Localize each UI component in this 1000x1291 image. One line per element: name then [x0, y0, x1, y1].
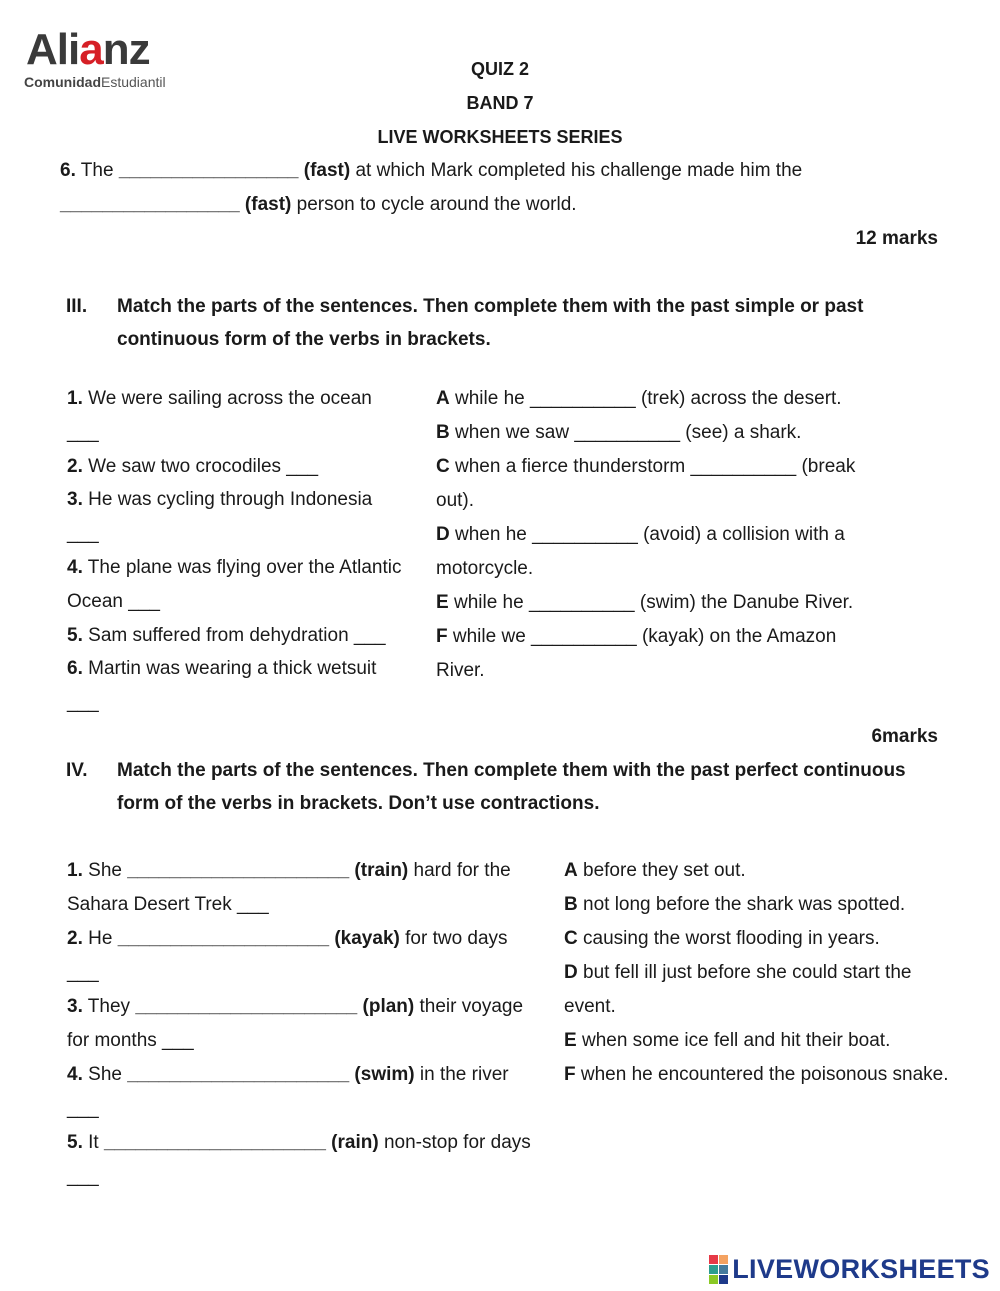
section-4-right-item: B not long before the shark was spotted. [564, 894, 906, 915]
quiz-title: QUIZ 2 [470, 59, 529, 79]
section-4-left-item: ___ [67, 1166, 99, 1187]
question-6-line1: 6. The _________________ (fast) at which Mark completed his challenge made him the [60, 160, 803, 181]
section-4-left-item: for months ___ [67, 1030, 194, 1051]
series-title: LIVE WORKSHEETS SERIES [377, 127, 623, 147]
section-3-right-item: D when he __________ (avoid) a collision with a [436, 524, 845, 545]
liveworksheets-block [719, 1255, 728, 1264]
section-4-instruction-2: form of the verbs in brackets. Don’t use contractions. [117, 793, 600, 814]
section-4-left-item: 1. She _____________________ (train) hard for the [67, 860, 511, 881]
marks-6: 6marks [871, 726, 938, 747]
section-4-right-item: C causing the worst flooding in years. [564, 928, 880, 949]
section-4-left-item: 5. It _____________________ (rain) non-stop for days [67, 1132, 531, 1153]
section-3-instruction-2: continuous form of the verbs in brackets. [117, 329, 491, 350]
liveworksheets-block [709, 1255, 718, 1264]
section-3-left-item: 2. We saw two crocodiles ___ [67, 455, 319, 477]
section-4-left-item: ___ [67, 1098, 99, 1119]
section-4-left-item: ___ [67, 962, 99, 983]
section-3-left-item: ___ [67, 523, 99, 545]
section-3-right-item: A while he __________ (trek) across the desert. [436, 388, 842, 409]
section-4-roman: IV. [66, 760, 88, 781]
section-4-left-item: 4. She _____________________ (swim) in the river [67, 1064, 509, 1085]
section-3-right-item: River. [436, 660, 485, 681]
liveworksheets-block [709, 1265, 718, 1274]
section-3-left-item: ___ [67, 421, 99, 443]
liveworksheets-block [709, 1275, 718, 1284]
section-3-left-item: 6. Martin was wearing a thick wetsuit [67, 658, 377, 680]
section-3-right-item: out). [436, 490, 475, 511]
band-title: BAND 7 [466, 93, 534, 113]
section-3-right-item: C when a fierce thunderstorm __________ (break [436, 456, 856, 477]
section-3-left-item: 1. We were sailing across the ocean [67, 388, 372, 409]
section-4-right-item: D but fell ill just before she could start the [564, 962, 912, 983]
section-3-roman: III. [66, 296, 88, 317]
section-3-right-item: F while we __________ (kayak) on the Amazon [436, 626, 837, 647]
section-4-left-item: 3. They _____________________ (plan) their voyage [67, 996, 524, 1017]
section-3-left-item: ___ [67, 692, 99, 714]
section-4-left-item: 2. He ____________________ (kayak) for two days [67, 928, 508, 949]
section-4-instruction-1: Match the parts of the sentences. Then complete them with the past perfect continuous [117, 760, 906, 781]
section-3-left-item: 3. He was cycling through Indonesia [67, 489, 373, 511]
section-4-right-item: E when some ice fell and hit their boat. [564, 1030, 891, 1051]
section-3-right-item: B when we saw __________ (see) a shark. [436, 422, 802, 443]
question-6-line2: _________________ (fast) person to cycle around the world. [60, 194, 577, 215]
logo-brand: Alianz [26, 25, 150, 74]
liveworksheets-blocks-icon [709, 1255, 728, 1284]
liveworksheets-block [719, 1275, 728, 1284]
section-4-right-item: F when he encountered the poisonous snake. [564, 1064, 949, 1085]
section-4-right-item: A before they set out. [564, 860, 746, 881]
section-3-right-item: E while he __________ (swim) the Danube River. [436, 592, 854, 613]
section-3-left-item: Ocean ___ [67, 590, 160, 612]
section-3-right-item: motorcycle. [436, 558, 534, 579]
section-3-left-item: 5. Sam suffered from dehydration ___ [67, 624, 386, 646]
liveworksheets-wordmark: LIVEWORKSHEETS [732, 1254, 990, 1284]
section-3-left-item: 4. The plane was flying over the Atlantic [67, 557, 402, 578]
liveworksheets-block [719, 1265, 728, 1274]
section-3-instruction-1: Match the parts of the sentences. Then complete them with the past simple or past [117, 296, 864, 317]
section-4-right-item: event. [564, 996, 616, 1017]
marks-12: 12 marks [855, 228, 938, 249]
section-4-left-item: Sahara Desert Trek ___ [67, 894, 269, 915]
logo-subtitle: ComunidadEstudiantil [24, 74, 166, 90]
liveworksheets-logo [709, 1254, 990, 1285]
